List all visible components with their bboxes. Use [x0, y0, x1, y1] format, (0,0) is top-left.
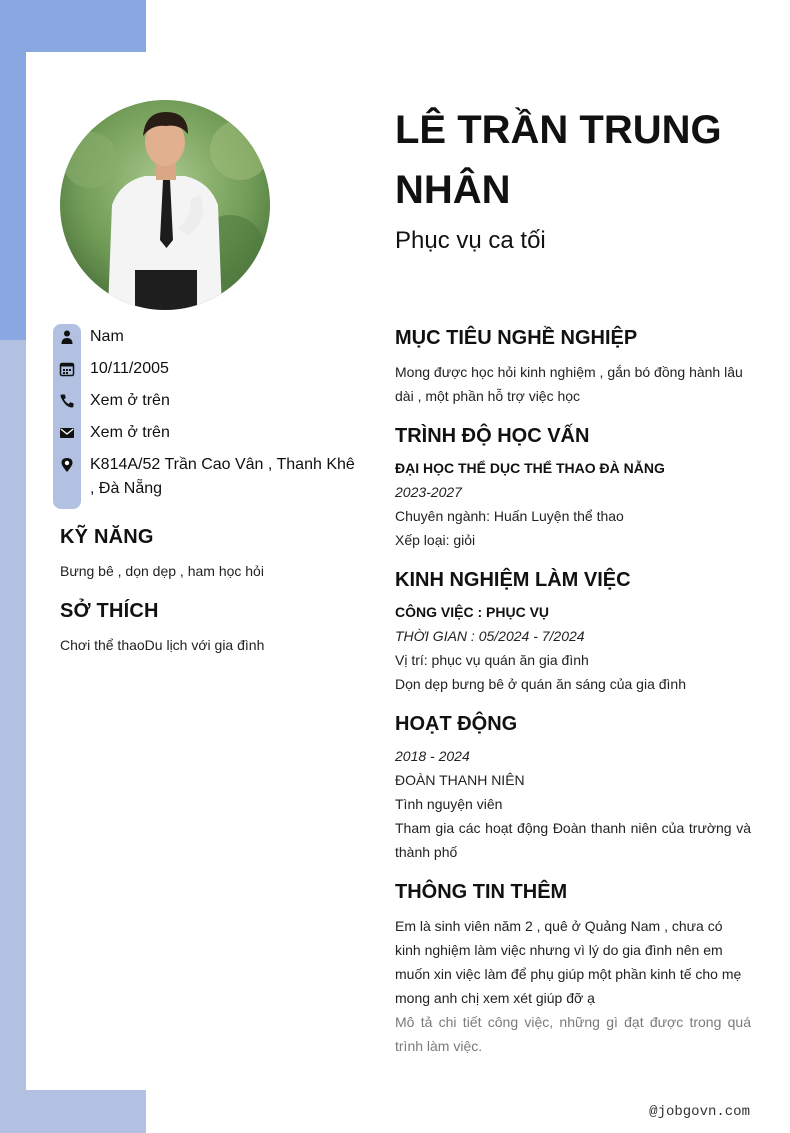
activities-period: 2018 - 2024: [395, 748, 470, 764]
hobbies-heading: SỞ THÍCH: [60, 600, 159, 622]
contact-phone: [55, 389, 355, 413]
location-icon: [55, 453, 79, 477]
contact-email-text: Xem ở trên: [90, 424, 170, 441]
phone-icon: [55, 389, 79, 413]
experience-desc: Dọn dẹp bưng bê ở quán ăn sáng của gia đình: [395, 676, 686, 692]
contact-address: [55, 453, 355, 501]
education-heading: TRÌNH ĐỘ HỌC VẤN: [395, 425, 590, 447]
contact-phone-text: Xem ở trên: [90, 392, 170, 409]
hobbies-text: Chơi thể thaoDu lịch với gia đình: [60, 637, 265, 653]
experience-time: THỜI GIAN : 05/2024 - 7/2024: [395, 628, 585, 644]
mail-icon: [55, 421, 79, 445]
contact-gender-text: Nam: [90, 328, 124, 345]
objective-text: Mong được học hỏi kinh nghiệm , gắn bó đồng hành lâu dài , một phần hỗ trợ việc học: [395, 364, 743, 404]
contact-birthday: [55, 357, 355, 381]
additional-heading: THÔNG TIN THÊM: [395, 881, 568, 903]
education-school: ĐẠI HỌC THỂ DỤC THỂ THAO ĐÀ NẴNG: [395, 460, 665, 476]
job-title: Phục vụ ca tối: [395, 227, 546, 254]
additional-placeholder: Mô tả chi tiết công việc, những gì đạt được trong quá trình làm việc.: [395, 1014, 751, 1054]
skills-heading: KỸ NĂNG: [60, 526, 154, 548]
experience-job: CÔNG VIỆC : PHỤC VỤ: [395, 604, 550, 620]
candidate-name: LÊ TRẦN TRUNG NHÂN: [395, 108, 722, 212]
activities-desc: Tham gia các hoạt động Đoàn thanh niên của trường và thành phố: [395, 820, 751, 860]
contact-address-text: K814A/52 Trần Cao Vân , Thanh Khê , Đà Nẵng: [90, 456, 355, 497]
contact-birthday-text: 10/11/2005: [90, 360, 169, 377]
calendar-icon: [55, 357, 79, 381]
activities-org: ĐOÀN THANH NIÊN: [395, 772, 525, 788]
activities-role: Tình nguyện viên: [395, 796, 503, 812]
profile-photo: [60, 100, 270, 310]
additional-text: Em là sinh viên năm 2 , quê ở Quảng Nam , chưa có kinh nghiệm làm việc nhưng vì lý do gia đình nên em muốn xin việc làm để phụ giúp một phần kinh tế cho mẹ mong anh chị xem xét giúp đỡ ạ: [395, 918, 742, 1006]
experience-heading: KINH NGHIỆM LÀM VIỆC: [395, 569, 631, 591]
objective-heading: MỤC TIÊU NGHỀ NGHIỆP: [395, 327, 638, 349]
activities-heading: HOẠT ĐỘNG: [395, 713, 518, 735]
contact-gender: [55, 325, 355, 349]
education-major: Chuyên ngành: Huấn Luyện thể thao: [395, 508, 624, 524]
footer-watermark: @jobgovn.com: [649, 1104, 750, 1120]
education-period: 2023-2027: [395, 484, 462, 500]
contact-email: [55, 421, 355, 445]
experience-role: Vị trí: phục vụ quán ăn gia đình: [395, 652, 589, 668]
skills-text: Bưng bê , dọn dẹp , ham học hỏi: [60, 563, 264, 579]
education-rank: Xếp loại: giỏi: [395, 532, 476, 548]
person-icon: [55, 325, 79, 349]
